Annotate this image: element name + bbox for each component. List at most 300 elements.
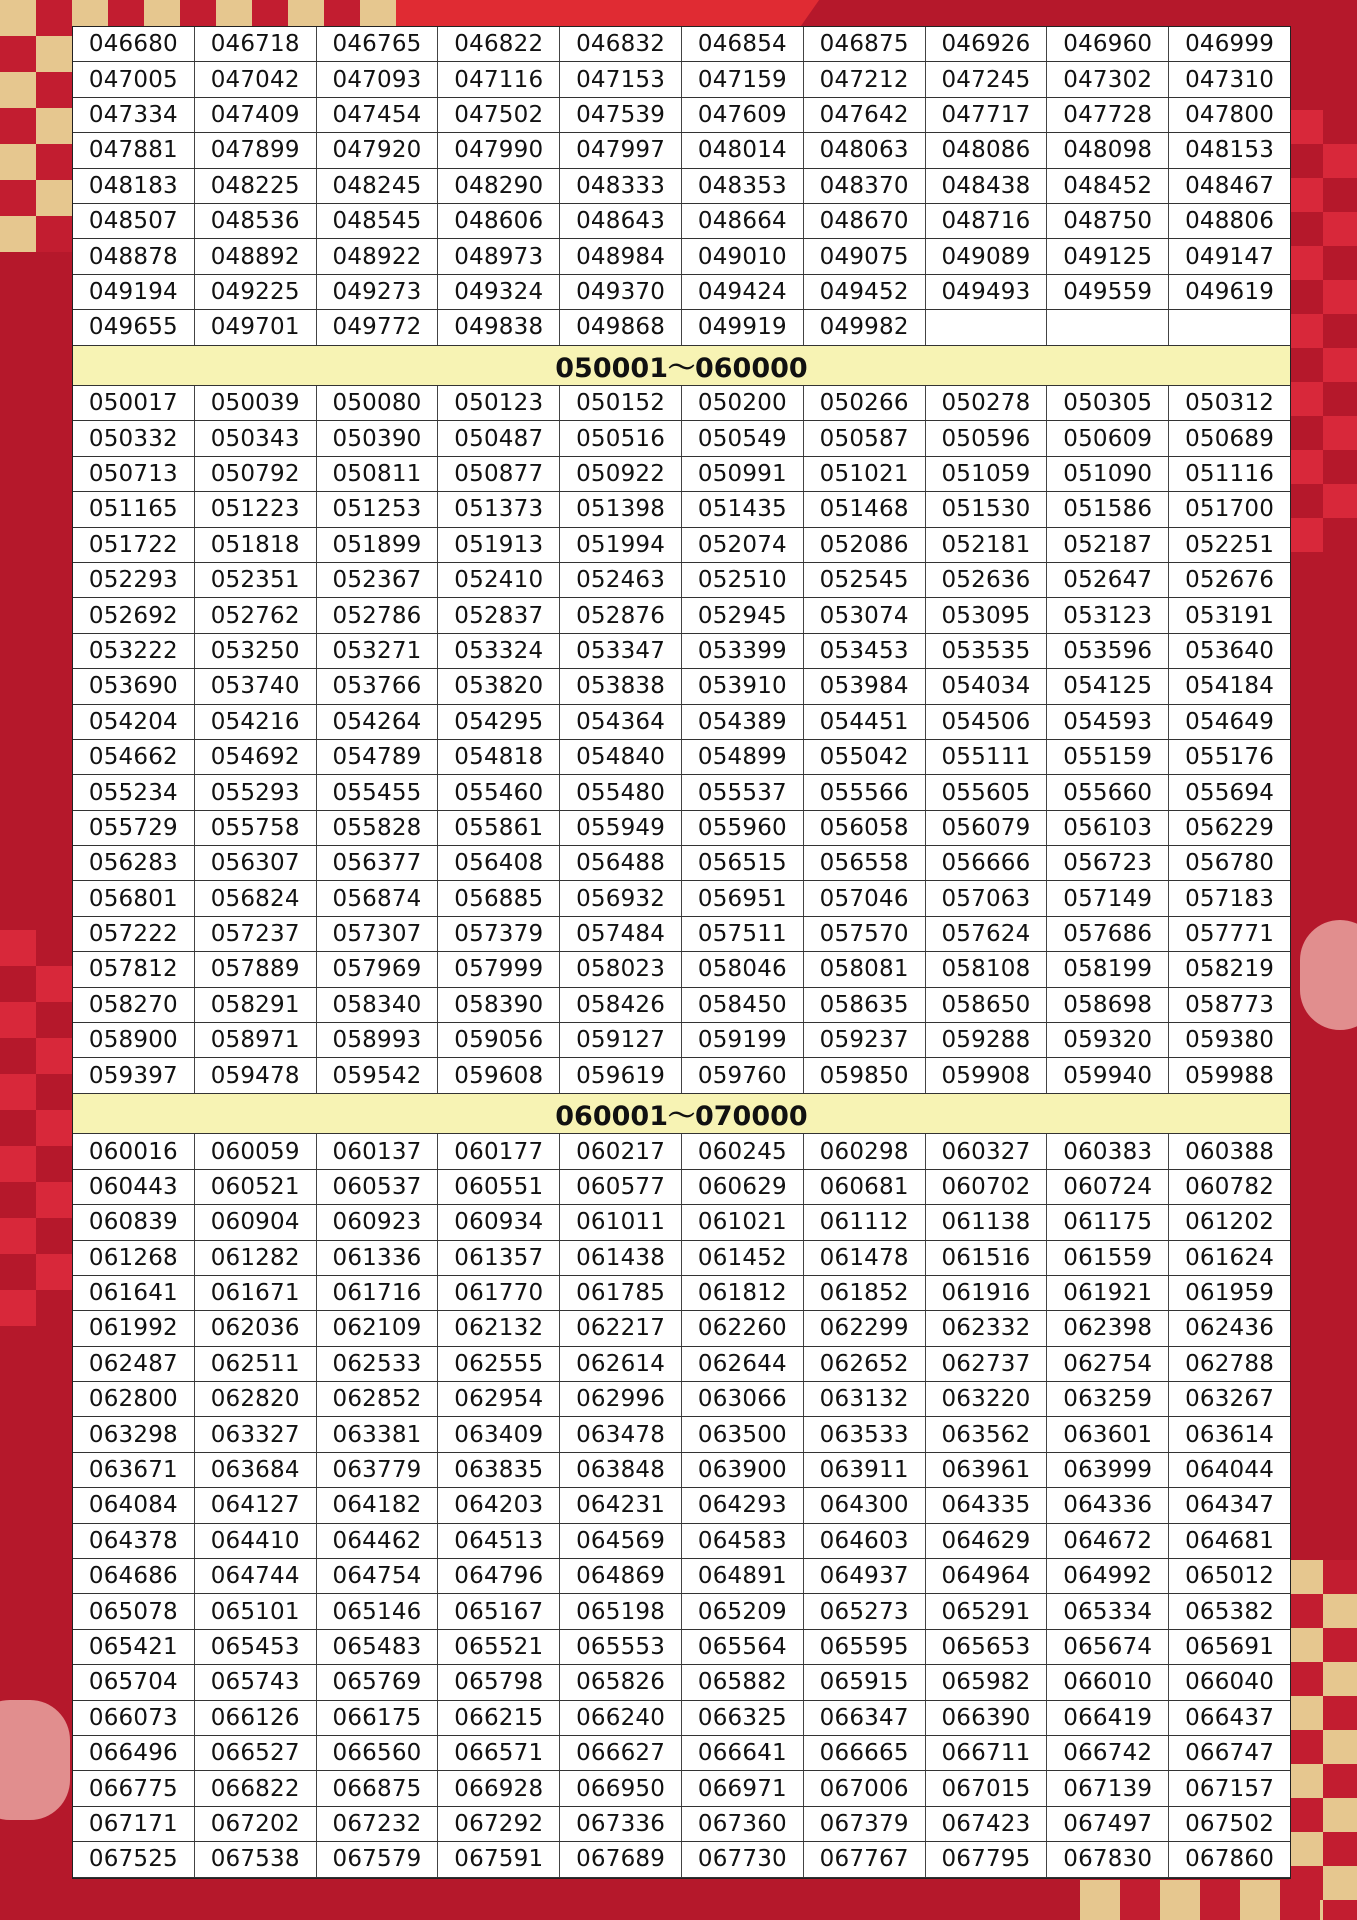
number-cell: 055480 — [560, 775, 682, 809]
number-cell: 066325 — [682, 1701, 804, 1735]
number-cell: 048664 — [682, 204, 804, 238]
number-cell: 051468 — [804, 492, 926, 526]
number-cell: 065382 — [1185, 1598, 1275, 1625]
number-cell: 061357 — [438, 1241, 560, 1275]
number-cell: 047717 — [926, 98, 1048, 132]
number-cell: 064335 — [926, 1488, 1048, 1522]
number-cell: 061438 — [560, 1241, 682, 1275]
number-cell: 055660 — [1047, 775, 1169, 809]
number-cell: 051530 — [926, 492, 1048, 526]
number-cell: 052647 — [1047, 563, 1169, 597]
number-cell: 058291 — [195, 988, 317, 1022]
table-row — [73, 1524, 1290, 1559]
number-cell: 052876 — [560, 598, 682, 632]
number-cell: 050278 — [926, 386, 1048, 420]
number-cell: 064569 — [560, 1524, 682, 1558]
number-cell: 048716 — [926, 204, 1048, 238]
number-cell: 056558 — [804, 846, 926, 880]
number-cell: 050305 — [1047, 386, 1169, 420]
number-cell: 066215 — [438, 1701, 560, 1735]
number-cell: 060383 — [1047, 1134, 1169, 1168]
number-cell: 064796 — [438, 1559, 560, 1593]
table-row — [73, 204, 1290, 239]
number-cell: 065882 — [682, 1665, 804, 1699]
number-cell: 048063 — [804, 133, 926, 167]
number-cell: 063562 — [926, 1417, 1048, 1451]
number-cell: 061112 — [804, 1205, 926, 1239]
number-cell: 062436 — [1185, 1315, 1275, 1342]
number-cell: 048973 — [438, 239, 560, 273]
number-cell: 053271 — [317, 634, 439, 668]
number-cell: 066971 — [682, 1771, 804, 1805]
number-cell: 064084 — [73, 1488, 195, 1522]
number-cell: 067379 — [804, 1807, 926, 1841]
number-cell: 063848 — [560, 1453, 682, 1487]
number-cell: 062332 — [926, 1311, 1048, 1345]
number-cell: 066742 — [1047, 1736, 1169, 1770]
number-cell: 049010 — [682, 239, 804, 273]
number-cell: 057889 — [195, 952, 317, 986]
number-cell: 047899 — [195, 133, 317, 167]
number-cell: 053640 — [1185, 637, 1275, 664]
table-row — [73, 62, 1290, 97]
table-row — [73, 740, 1290, 775]
number-cell: 065146 — [317, 1594, 439, 1628]
number-cell: 050516 — [560, 421, 682, 455]
number-cell: 051165 — [73, 492, 195, 526]
number-cell: 052410 — [438, 563, 560, 597]
number-cell: 059542 — [317, 1058, 439, 1092]
number-cell: 064300 — [804, 1488, 926, 1522]
number-cell: 053690 — [73, 669, 195, 703]
number-cell: 052463 — [560, 563, 682, 597]
number-cell: 062800 — [73, 1382, 195, 1416]
number-cell: 048507 — [73, 204, 195, 238]
number-cell: 061671 — [195, 1276, 317, 1310]
number-cell: 049424 — [682, 275, 804, 309]
table-row — [73, 1594, 1290, 1629]
number-cell: 062954 — [438, 1382, 560, 1416]
number-cell: 055111 — [926, 740, 1048, 774]
number-cell: 062036 — [195, 1311, 317, 1345]
number-cell: 058773 — [1185, 991, 1275, 1018]
number-cell: 051021 — [804, 457, 926, 491]
number-cell: 058108 — [926, 952, 1048, 986]
number-cell: 056874 — [317, 881, 439, 915]
number-cell: 048153 — [1185, 137, 1275, 164]
table-row — [73, 811, 1290, 846]
number-cell: 049225 — [195, 275, 317, 309]
number-cell: 050713 — [73, 457, 195, 491]
number-cell: 065674 — [1047, 1630, 1169, 1664]
number-cell: 066347 — [804, 1701, 926, 1735]
section-continued-046-049 — [73, 27, 1290, 346]
number-cell: 053535 — [926, 634, 1048, 668]
section-050001-060000 — [73, 386, 1290, 1094]
number-cell: 049772 — [317, 310, 439, 344]
number-cell: 065421 — [73, 1630, 195, 1664]
number-cell: 064681 — [1185, 1527, 1275, 1554]
number-cell: 049452 — [804, 275, 926, 309]
number-cell: 060904 — [195, 1205, 317, 1239]
number-cell: 058450 — [682, 988, 804, 1022]
number-cell: 049493 — [926, 275, 1048, 309]
number-cell: 056058 — [804, 811, 926, 845]
number-cell: 051373 — [438, 492, 560, 526]
number-cell: 053250 — [195, 634, 317, 668]
number-cell: 049655 — [73, 310, 195, 344]
number-cell: 060137 — [317, 1134, 439, 1168]
number-cell: 065012 — [1185, 1563, 1275, 1590]
number-cell: 060177 — [438, 1134, 560, 1168]
number-cell: 061282 — [195, 1241, 317, 1275]
number-cell: 062820 — [195, 1382, 317, 1416]
number-cell: 054034 — [926, 669, 1048, 703]
number-cell: 055949 — [560, 811, 682, 845]
number-cell: 067730 — [682, 1842, 804, 1876]
number-cell: 048225 — [195, 169, 317, 203]
number-cell: 057222 — [73, 917, 195, 951]
number-cell: 064992 — [1047, 1559, 1169, 1593]
number-cell: 064513 — [438, 1524, 560, 1558]
number-cell: 055159 — [1047, 740, 1169, 774]
number-cell: 066822 — [195, 1771, 317, 1805]
number-cell: 059320 — [1047, 1023, 1169, 1057]
number-cell: 060629 — [682, 1170, 804, 1204]
number-cell: 066928 — [438, 1771, 560, 1805]
number-cell: 048892 — [195, 239, 317, 273]
number-cell: 051700 — [1185, 496, 1275, 523]
number-cell: 047990 — [438, 133, 560, 167]
number-cell: 052676 — [1185, 567, 1275, 594]
number-cell: 066527 — [195, 1736, 317, 1770]
number-cell: 062555 — [438, 1347, 560, 1381]
number-cell: 067591 — [438, 1842, 560, 1876]
number-cell: 061452 — [682, 1241, 804, 1275]
number-cell: 056079 — [926, 811, 1048, 845]
number-cell: 064231 — [560, 1488, 682, 1522]
number-cell: 047153 — [560, 62, 682, 96]
number-cell: 063671 — [73, 1453, 195, 1487]
number-cell: 053222 — [73, 634, 195, 668]
number-cell: 051913 — [438, 528, 560, 562]
number-cell: 048086 — [926, 133, 1048, 167]
number-cell: 064686 — [73, 1559, 195, 1593]
number-cell: 054593 — [1047, 705, 1169, 739]
number-cell: 066175 — [317, 1701, 439, 1735]
number-cell: 065769 — [317, 1665, 439, 1699]
number-cell: 047642 — [804, 98, 926, 132]
number-cell: 065078 — [73, 1594, 195, 1628]
number-cell: 059380 — [1185, 1027, 1275, 1054]
number-cell: 056780 — [1185, 850, 1275, 877]
number-cell: 048643 — [560, 204, 682, 238]
number-cell: 064378 — [73, 1524, 195, 1558]
number-cell: 052692 — [73, 598, 195, 632]
number-cell: 054692 — [195, 740, 317, 774]
number-cell: 054264 — [317, 705, 439, 739]
number-cell: 065691 — [1185, 1633, 1275, 1660]
number-cell: 055176 — [1185, 744, 1275, 771]
number-cell: 064603 — [804, 1524, 926, 1558]
number-cell: 064744 — [195, 1559, 317, 1593]
number-cell: 063533 — [804, 1417, 926, 1451]
table-row — [73, 1665, 1290, 1700]
number-cell: 048467 — [1185, 172, 1275, 199]
table-row — [73, 705, 1290, 740]
number-cell: 064629 — [926, 1524, 1048, 1558]
number-cell: 067157 — [1185, 1775, 1275, 1802]
number-cell: 060681 — [804, 1170, 926, 1204]
number-cell: 065826 — [560, 1665, 682, 1699]
number-cell: 058081 — [804, 952, 926, 986]
number-cell: 058993 — [317, 1023, 439, 1057]
number-cell: 049868 — [560, 310, 682, 344]
table-row — [73, 1241, 1290, 1276]
number-cell: 048014 — [682, 133, 804, 167]
number-cell: 059940 — [1047, 1058, 1169, 1092]
number-cell: 051116 — [1185, 460, 1275, 487]
gold-checker-pattern-top-left — [0, 0, 72, 230]
number-cell: 063381 — [317, 1417, 439, 1451]
table-row — [73, 952, 1290, 987]
number-cell: 051223 — [195, 492, 317, 526]
table-row — [73, 27, 1290, 62]
number-cell: 067292 — [438, 1807, 560, 1841]
number-cell: 052786 — [317, 598, 439, 632]
number-cell: 047334 — [73, 98, 195, 132]
number-cell: 048370 — [804, 169, 926, 203]
number-cell: 062996 — [560, 1382, 682, 1416]
number-cell: 048878 — [73, 239, 195, 273]
number-cell: 063835 — [438, 1453, 560, 1487]
table-row — [73, 1382, 1290, 1417]
table-row — [73, 1842, 1290, 1877]
number-cell: 055566 — [804, 775, 926, 809]
number-cell: 063684 — [195, 1453, 317, 1487]
table-row — [73, 133, 1290, 168]
number-cell: 064891 — [682, 1559, 804, 1593]
number-cell: 054204 — [73, 705, 195, 739]
number-cell: 049147 — [1185, 243, 1275, 270]
number-cell: 066875 — [317, 1771, 439, 1805]
number-cell: 049619 — [1185, 278, 1275, 305]
number-cell: 067015 — [926, 1771, 1048, 1805]
number-cell: 047920 — [317, 133, 439, 167]
number-cell: 051722 — [73, 528, 195, 562]
number-cell: 048098 — [1047, 133, 1169, 167]
number-cell: 057307 — [317, 917, 439, 951]
number-cell: 047005 — [73, 62, 195, 96]
number-cell: 053123 — [1047, 598, 1169, 632]
number-cell: 067860 — [1185, 1846, 1275, 1873]
number-cell: 062511 — [195, 1347, 317, 1381]
number-cell: 062533 — [317, 1347, 439, 1381]
number-cell: 052351 — [195, 563, 317, 597]
number-cell: 056377 — [317, 846, 439, 880]
number-cell: 046822 — [438, 27, 560, 61]
number-cell: 051818 — [195, 528, 317, 562]
number-cell: 047093 — [317, 62, 439, 96]
number-cell: 051994 — [560, 528, 682, 562]
number-cell: 053596 — [1047, 634, 1169, 668]
number-cell: 046854 — [682, 27, 804, 61]
number-cell: 050991 — [682, 457, 804, 491]
number-cell: 060245 — [682, 1134, 804, 1168]
number-cell: 049324 — [438, 275, 560, 309]
top-red-swoosh — [341, 0, 819, 26]
number-cell: 067171 — [73, 1807, 195, 1841]
number-cell: 059908 — [926, 1058, 1048, 1092]
number-cell: 056283 — [73, 846, 195, 880]
number-cell: 049089 — [926, 239, 1048, 273]
number-cell: 067538 — [195, 1842, 317, 1876]
number-cell: 057969 — [317, 952, 439, 986]
number-cell: 058340 — [317, 988, 439, 1022]
table-row — [73, 1771, 1290, 1806]
number-cell: 060059 — [195, 1134, 317, 1168]
number-cell: 059127 — [560, 1023, 682, 1057]
number-cell: 059056 — [438, 1023, 560, 1057]
number-cell — [1169, 310, 1290, 344]
table-row — [73, 1347, 1290, 1382]
number-cell: 066571 — [438, 1736, 560, 1770]
number-cell: 060724 — [1047, 1170, 1169, 1204]
number-cell: 061852 — [804, 1276, 926, 1310]
number-cell: 049982 — [804, 310, 926, 344]
number-cell: 047997 — [560, 133, 682, 167]
number-cell: 048438 — [926, 169, 1048, 203]
number-cell: 060521 — [195, 1170, 317, 1204]
number-cell: 055042 — [804, 740, 926, 774]
number-cell: 066496 — [73, 1736, 195, 1770]
number-cell: 050487 — [438, 421, 560, 455]
number-cell: 047310 — [1185, 66, 1275, 93]
number-cell: 062132 — [438, 1311, 560, 1345]
number-cell: 050200 — [682, 386, 804, 420]
number-cell: 050877 — [438, 457, 560, 491]
number-cell: 061336 — [317, 1241, 439, 1275]
number-cell: 058046 — [682, 952, 804, 986]
number-cell: 050266 — [804, 386, 926, 420]
number-cell: 047502 — [438, 98, 560, 132]
number-cell: 066665 — [804, 1736, 926, 1770]
number-cell: 066010 — [1047, 1665, 1169, 1699]
number-cell: 062652 — [804, 1347, 926, 1381]
number-cell: 058270 — [73, 988, 195, 1022]
number-cell: 052074 — [682, 528, 804, 562]
table-row — [73, 1417, 1290, 1452]
number-cell: 050549 — [682, 421, 804, 455]
table-row — [73, 1170, 1290, 1205]
number-cell: 060934 — [438, 1205, 560, 1239]
number-cell: 053740 — [195, 669, 317, 703]
number-cell: 056885 — [438, 881, 560, 915]
table-row — [73, 1205, 1290, 1240]
number-cell: 057570 — [804, 917, 926, 951]
number-cell: 048670 — [804, 204, 926, 238]
table-row — [73, 1630, 1290, 1665]
number-cell: 061992 — [73, 1311, 195, 1345]
number-cell: 064410 — [195, 1524, 317, 1558]
number-cell: 067767 — [804, 1842, 926, 1876]
number-cell: 062852 — [317, 1382, 439, 1416]
number-cell: 063327 — [195, 1417, 317, 1451]
number-cell: 047539 — [560, 98, 682, 132]
number-cell: 053838 — [560, 669, 682, 703]
number-cell: 067139 — [1047, 1771, 1169, 1805]
number-cell: 066775 — [73, 1771, 195, 1805]
number-cell: 053095 — [926, 598, 1048, 632]
number-cell: 061268 — [73, 1241, 195, 1275]
cloud-motif-left — [0, 1700, 70, 1820]
number-cell: 048806 — [1185, 208, 1275, 235]
table-row — [73, 1807, 1290, 1842]
number-cell: 047454 — [317, 98, 439, 132]
number-cell: 061959 — [1185, 1280, 1275, 1307]
number-cell: 048452 — [1047, 169, 1169, 203]
number-cell: 062737 — [926, 1347, 1048, 1381]
number-cell: 047245 — [926, 62, 1048, 96]
number-cell: 057237 — [195, 917, 317, 951]
number-cell: 064203 — [438, 1488, 560, 1522]
number-cell: 057149 — [1047, 881, 1169, 915]
number-cell: 055455 — [317, 775, 439, 809]
number-cell: 065743 — [195, 1665, 317, 1699]
number-cell: 059760 — [682, 1058, 804, 1092]
number-cell: 048290 — [438, 169, 560, 203]
number-cell: 061770 — [438, 1276, 560, 1310]
number-cell: 051586 — [1047, 492, 1169, 526]
number-cell: 063409 — [438, 1417, 560, 1451]
number-cell: 050390 — [317, 421, 439, 455]
number-cell: 056666 — [926, 846, 1048, 880]
number-cell: 055293 — [195, 775, 317, 809]
number-cell: 065564 — [682, 1630, 804, 1664]
number-cell: 064937 — [804, 1559, 926, 1593]
number-cell: 064583 — [682, 1524, 804, 1558]
number-cell: 061011 — [560, 1205, 682, 1239]
number-cell: 065273 — [804, 1594, 926, 1628]
number-cell: 058650 — [926, 988, 1048, 1022]
number-cell: 058426 — [560, 988, 682, 1022]
number-cell: 048984 — [560, 239, 682, 273]
number-cell: 059988 — [1185, 1062, 1275, 1089]
number-cell: 059237 — [804, 1023, 926, 1057]
number-cell: 046875 — [804, 27, 926, 61]
number-cell: 061716 — [317, 1276, 439, 1310]
number-cell: 061641 — [73, 1276, 195, 1310]
number-cell: 054818 — [438, 740, 560, 774]
number-cell: 065653 — [926, 1630, 1048, 1664]
number-cell: 060577 — [560, 1170, 682, 1204]
number-cell: 051435 — [682, 492, 804, 526]
number-cell: 061785 — [560, 1276, 682, 1310]
number-cell: 053074 — [804, 598, 926, 632]
number-cell: 064672 — [1047, 1524, 1169, 1558]
number-cell: 047609 — [682, 98, 804, 132]
number-cell: 064347 — [1185, 1492, 1275, 1519]
number-cell: 059478 — [195, 1058, 317, 1092]
number-cell: 061559 — [1047, 1241, 1169, 1275]
number-cell: 060016 — [73, 1134, 195, 1168]
number-cell: 058219 — [1185, 956, 1275, 983]
number-cell: 051398 — [560, 492, 682, 526]
number-cell: 046926 — [926, 27, 1048, 61]
number-cell: 047728 — [1047, 98, 1169, 132]
number-cell: 065167 — [438, 1594, 560, 1628]
number-cell: 047116 — [438, 62, 560, 96]
